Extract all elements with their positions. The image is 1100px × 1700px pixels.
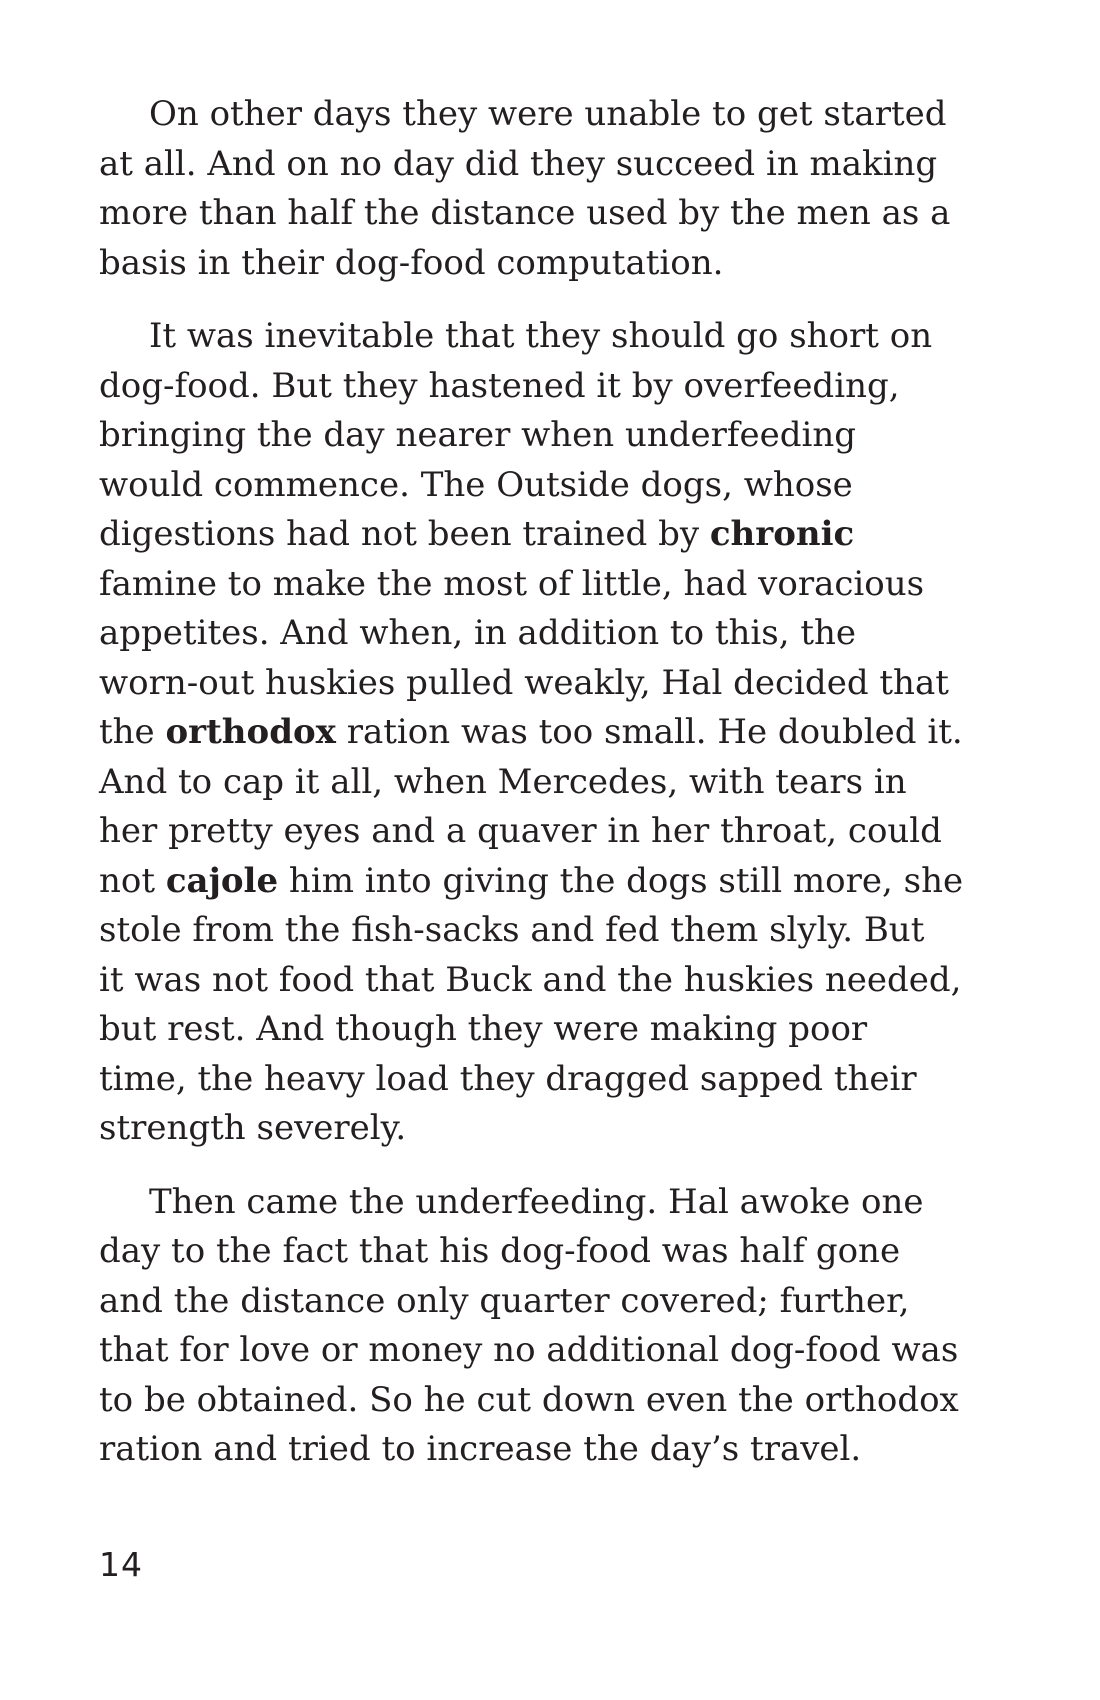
text-line: the orthodox ration was too small. He doubled it. [99, 712, 963, 752]
text-line: would commence. The Outside dogs, whose [99, 464, 853, 505]
text-line: bringing the day nearer when underfeeding [99, 415, 857, 455]
vocab-word-chronic: chronic [709, 514, 855, 554]
paragraph-3 [99, 1178, 999, 1475]
text-line: more than half the distance used by the men as a [99, 193, 951, 233]
text-line: On other days they were unable to get started [149, 94, 947, 134]
text-line: It was inevitable that they should go short on [149, 316, 933, 356]
text-line: And to cap it all, when Mercedes, with tears in [99, 761, 907, 802]
text-line: and the distance only quarter covered; further, [99, 1280, 910, 1321]
paragraph-1 [99, 90, 999, 288]
text-line: basis in their dog-food computation. [99, 242, 724, 283]
text-line: that for love or money no additional dog-food was [99, 1330, 959, 1370]
text-line: dog-food. But they hastened it by overfeeding, [99, 365, 900, 406]
text-line: time, the heavy load they dragged sapped their [99, 1058, 917, 1099]
vocab-word-orthodox: orthodox [165, 712, 336, 752]
vocab-word-cajole: cajole [165, 860, 279, 901]
page-number: 14 [99, 1545, 143, 1584]
text-line: appetites. And when, in addition to this, the [99, 613, 857, 653]
text-line: ration and tried to increase the day’s travel. [99, 1429, 862, 1469]
text-line: her pretty eyes and a quaver in her throat, could [99, 811, 942, 851]
text-line: Then came the underfeeding. Hal awoke one [149, 1181, 924, 1222]
text-line: day to the fact that his dog-food was half gone [99, 1231, 901, 1271]
text-line: not cajole him into giving the dogs still more, she [99, 860, 964, 901]
text-line: worn-out huskies pulled weakly, Hal decided that [99, 662, 949, 703]
text-line: famine to make the most of little, had voracious [99, 563, 925, 604]
text-line: it was not food that Buck and the huskies needed, [99, 959, 962, 1000]
text-line: to be obtained. So he cut down even the orthodox [99, 1379, 959, 1420]
text-line: digestions had not been trained by chronic [99, 514, 855, 554]
text-line: but rest. And though they were making poor [99, 1009, 868, 1049]
text-line: at all. And on no day did they succeed in making [99, 143, 938, 184]
text-line: strength severely. [99, 1108, 407, 1148]
body-text [99, 90, 999, 1499]
paragraph-2 [99, 312, 999, 1154]
text-line: stole from the fish-sacks and fed them slyly. But [99, 910, 925, 950]
